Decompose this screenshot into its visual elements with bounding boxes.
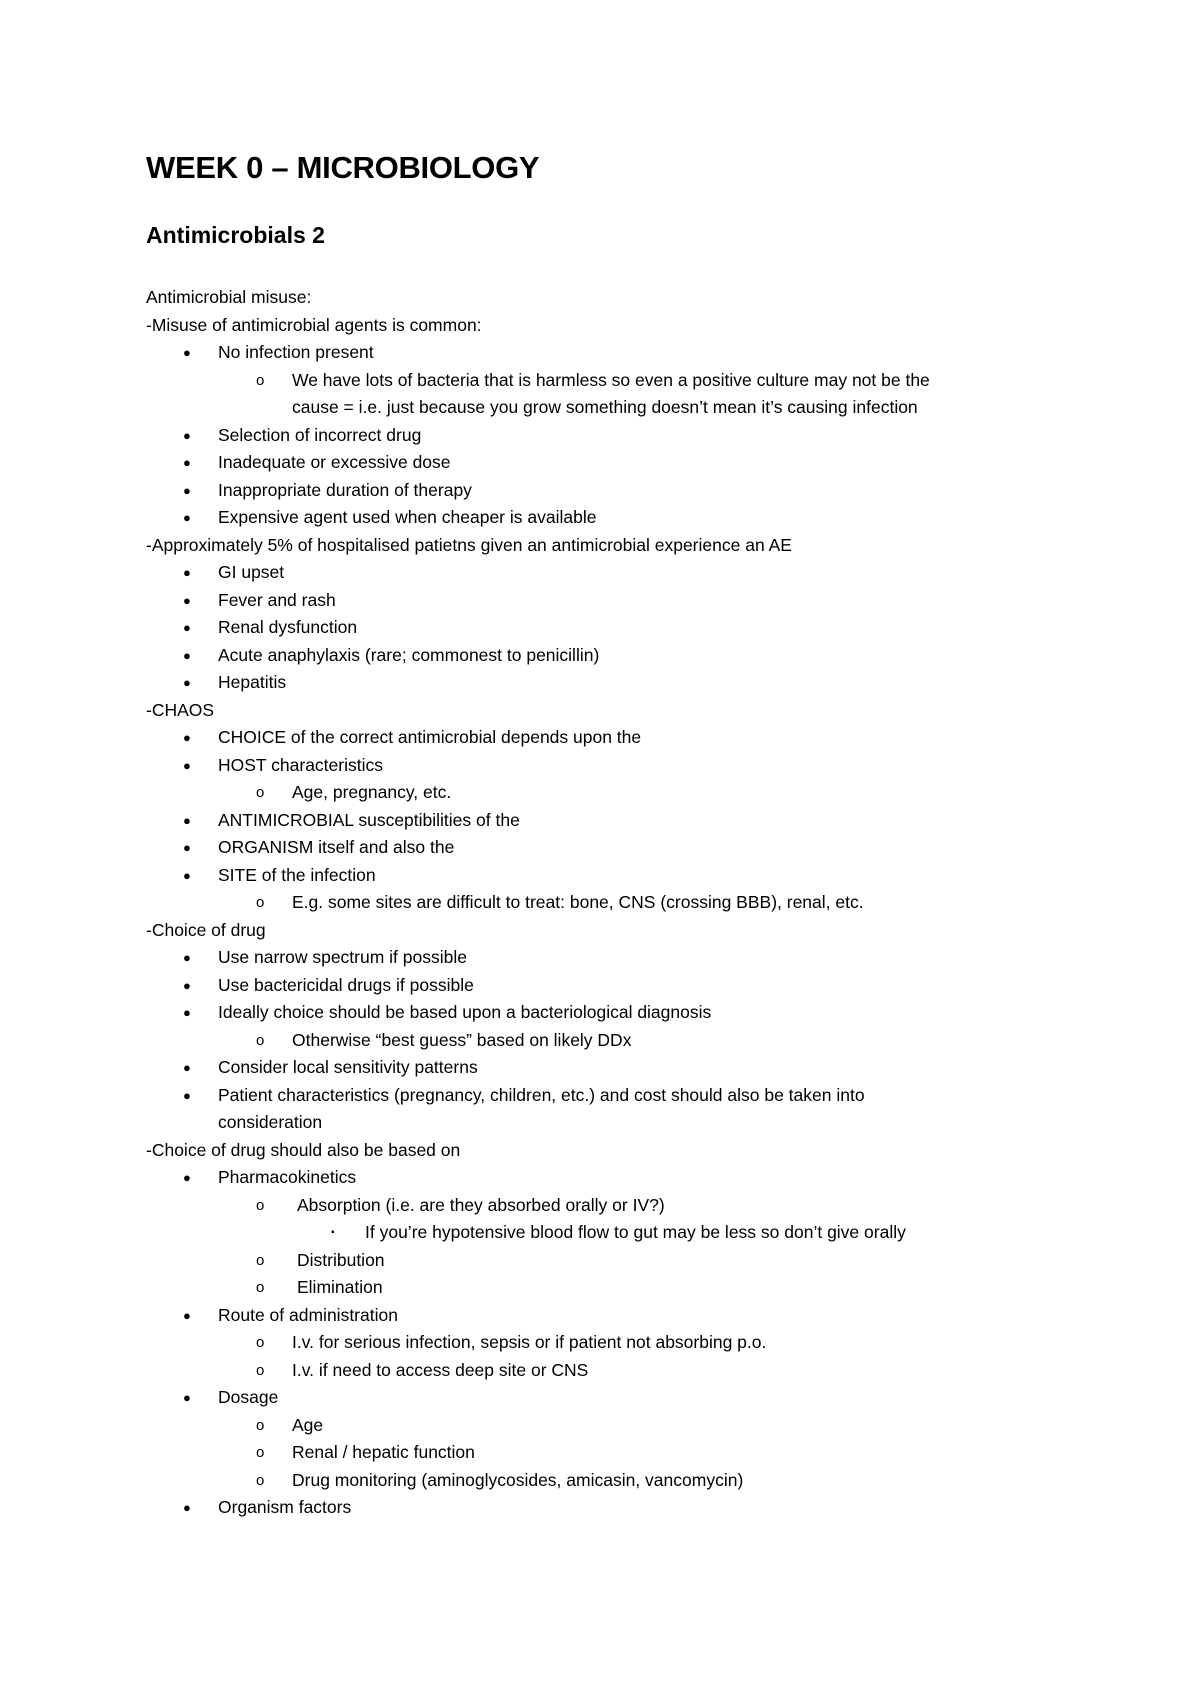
line-text: Use narrow spectrum if possible (218, 947, 467, 967)
sub-bullet-item (146, 1329, 1046, 1357)
bullet-item (146, 1164, 1046, 1192)
bullet-item (146, 972, 1046, 1000)
circle-bullet-icon: o (256, 1334, 265, 1351)
document-title: WEEK 0 – MICROBIOLOGY (146, 150, 540, 185)
bullet-icon: ● (183, 345, 191, 360)
notes-body (146, 284, 1046, 1522)
line-text: Elimination (297, 1277, 383, 1297)
line-text: Distribution (297, 1249, 385, 1270)
circle-bullet-icon: o (256, 1416, 265, 1434)
bullet-item (146, 669, 1046, 697)
line-text: Drug monitoring (aminoglycosides, amicasin, vancomycin) (292, 1469, 744, 1490)
line-text: Organism factors (218, 1497, 352, 1517)
line-text: Otherwise “best guess” based on likely DDx (292, 1029, 632, 1050)
line-text: Age (292, 1414, 324, 1435)
circle-bullet-icon: o (256, 1471, 265, 1489)
line-text: Acute anaphylaxis (rare; commonest to penicillin) (218, 644, 600, 665)
bullet-icon: ● (183, 647, 191, 663)
bullet-item (146, 834, 1046, 862)
line-text: Consider local sensitivity patterns (218, 1057, 478, 1077)
bullet-icon: ● (183, 482, 191, 498)
line-text: ORGANISM itself and also the (218, 837, 455, 857)
line-text: Age, pregnancy, etc. (292, 782, 452, 802)
bullet-icon: ● (183, 757, 191, 773)
bullet-icon: ● (183, 1005, 191, 1020)
section-label (146, 312, 1046, 340)
bullet-icon: ● (183, 620, 191, 635)
line-text: SITE of the infection (218, 864, 376, 885)
sub-bullet-item (146, 1247, 1046, 1275)
section-heading: Antimicrobials 2 (146, 222, 325, 248)
square-bullet-icon: ▪ (331, 1227, 335, 1238)
line-text: -CHAOS (146, 699, 215, 720)
line-text: I.v. if need to access deep site or CNS (292, 1359, 589, 1380)
line-text: CHOICE of the correct antimicrobial depends upon the (218, 727, 642, 747)
bullet-icon: ● (183, 867, 191, 883)
circle-bullet-icon: o (256, 1361, 265, 1379)
line-text: consideration (218, 1112, 323, 1132)
bullet-continuation (146, 1109, 1046, 1137)
section-label (146, 697, 1046, 725)
circle-bullet-icon: o (256, 1251, 265, 1269)
bullet-item (146, 642, 1046, 670)
bullet-item (146, 614, 1046, 642)
bullet-icon: ● (183, 427, 191, 443)
bullet-item (146, 339, 1046, 367)
line-text: No infection present (218, 342, 374, 362)
bullet-item (146, 449, 1046, 477)
bullet-icon: ● (183, 455, 191, 470)
sub-bullet-item (146, 367, 1046, 395)
line-text: Expensive agent used when cheaper is available (218, 507, 597, 527)
bullet-icon: ● (183, 950, 191, 965)
sub-bullet-item (146, 1274, 1046, 1302)
line-text: Route of administration (218, 1304, 398, 1325)
circle-bullet-icon: o (256, 1444, 265, 1461)
bullet-icon: ● (183, 1087, 191, 1103)
section-label (146, 532, 1046, 560)
bullet-item (146, 1082, 1046, 1110)
circle-bullet-icon: o (256, 371, 265, 389)
sub-bullet-item (146, 1027, 1046, 1055)
bullet-item (146, 724, 1046, 752)
bullet-icon: ● (183, 1500, 191, 1515)
sub-bullet-item (146, 889, 1046, 917)
bullet-item (146, 999, 1046, 1027)
bullet-item (146, 587, 1046, 615)
bullet-item (146, 559, 1046, 587)
section-label (146, 917, 1046, 945)
sub-sub-bullet-item (146, 1219, 1046, 1247)
line-text: ANTIMICROBIAL susceptibilities of the (218, 809, 520, 830)
sub-bullet-item (146, 1192, 1046, 1220)
line-text: Renal dysfunction (218, 617, 358, 637)
circle-bullet-icon: o (256, 784, 265, 801)
line-text: Pharmacokinetics (218, 1167, 357, 1187)
line-text: Inadequate or excessive dose (218, 452, 451, 472)
bullet-icon: ● (183, 1390, 191, 1405)
line-text: -Misuse of antimicrobial agents is common: (146, 314, 482, 335)
bullet-item (146, 1494, 1046, 1522)
line-text: Selection of incorrect drug (218, 424, 422, 445)
line-text: E.g. some sites are difficult to treat: bone, CNS (crossing BBB), renal, etc. (292, 892, 864, 912)
bullet-item (146, 752, 1046, 780)
line-text: If you’re hypotensive blood flow to gut may be less so don’t give orally (365, 1222, 906, 1242)
section-label (146, 284, 1046, 312)
line-text: Use bactericidal drugs if possible (218, 974, 474, 995)
bullet-item (146, 477, 1046, 505)
line-text: I.v. for serious infection, sepsis or if patient not absorbing p.o. (292, 1332, 767, 1352)
sub-bullet-item (146, 1467, 1046, 1495)
bullet-icon: ● (183, 1060, 191, 1075)
bullet-icon: ● (183, 840, 191, 855)
bullet-icon: ● (183, 565, 191, 580)
bullet-icon: ● (183, 812, 191, 828)
line-text: cause = i.e. just because you grow something doesn’t mean it’s causing infection (292, 397, 918, 417)
sub-bullet-continuation (146, 394, 1046, 422)
line-text: We have lots of bacteria that is harmless so even a positive culture may not be the (292, 369, 930, 390)
sub-bullet-item (146, 1439, 1046, 1467)
bullet-icon: ● (183, 592, 191, 608)
circle-bullet-icon: o (256, 1031, 265, 1049)
bullet-icon: ● (183, 730, 191, 745)
bullet-item (146, 1054, 1046, 1082)
bullet-item (146, 422, 1046, 450)
line-text: Patient characteristics (pregnancy, children, etc.) and cost should also be taken into (218, 1084, 865, 1105)
line-text: Absorption (i.e. are they absorbed orally or IV?) (297, 1194, 665, 1215)
bullet-item (146, 504, 1046, 532)
line-text: HOST characteristics (218, 754, 383, 775)
bullet-item (146, 1302, 1046, 1330)
line-text: Hepatitis (218, 672, 287, 692)
bullet-icon: ● (183, 1170, 191, 1185)
sub-bullet-item (146, 1412, 1046, 1440)
line-text: Renal / hepatic function (292, 1442, 475, 1462)
sub-bullet-item (146, 1357, 1046, 1385)
line-text: Fever and rash (218, 589, 336, 610)
line-text: Antimicrobial misuse: (146, 287, 312, 307)
line-text: Inappropriate duration of therapy (218, 479, 472, 500)
bullet-icon: ● (183, 977, 191, 993)
circle-bullet-icon: o (256, 894, 265, 911)
circle-bullet-icon: o (256, 1196, 265, 1214)
circle-bullet-icon: o (256, 1279, 265, 1296)
bullet-icon: ● (183, 510, 191, 525)
line-text: -Approximately 5% of hospitalised patietns given an antimicrobial experience an AE (146, 534, 792, 555)
line-text: -Choice of drug (146, 919, 266, 940)
bullet-icon: ● (183, 675, 191, 690)
sub-bullet-item (146, 779, 1046, 807)
bullet-item (146, 807, 1046, 835)
line-text: GI upset (218, 562, 285, 582)
section-label (146, 1137, 1046, 1165)
line-text: -Choice of drug should also be based on (146, 1139, 461, 1160)
line-text: Dosage (218, 1387, 279, 1407)
bullet-item (146, 1384, 1046, 1412)
line-text: Ideally choice should be based upon a bacteriological diagnosis (218, 1002, 712, 1022)
bullet-item (146, 944, 1046, 972)
bullet-icon: ● (183, 1307, 191, 1323)
bullet-item (146, 862, 1046, 890)
